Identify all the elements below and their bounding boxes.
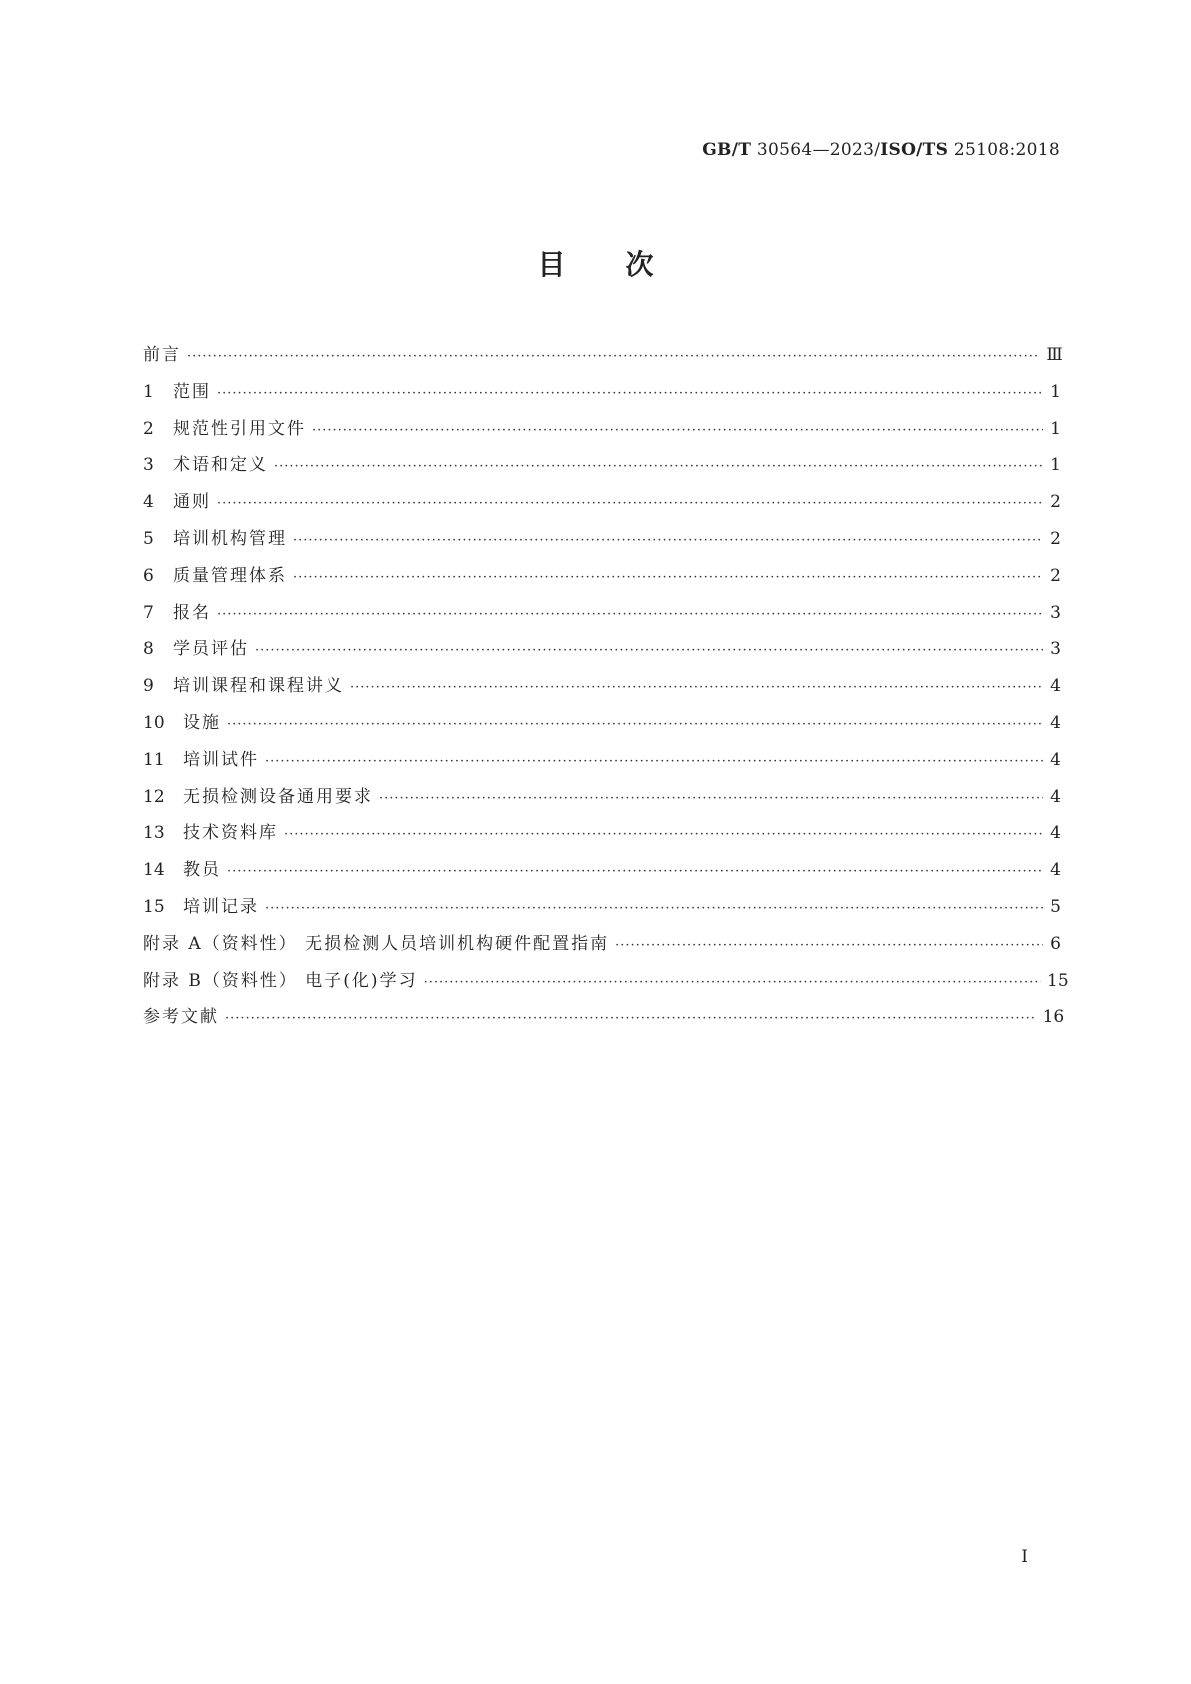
toc-entry-page: 3	[1050, 639, 1061, 660]
toc-entry-page: 3	[1050, 602, 1061, 623]
toc-entry-label: 规范性引用文件	[173, 418, 306, 439]
toc-entry-number: 15	[143, 896, 165, 917]
page-number: Ⅰ	[1021, 1547, 1028, 1567]
toc-entry-label: 无损检测设备通用要求	[183, 786, 373, 807]
toc-entry[interactable]	[143, 671, 1061, 708]
toc-entry[interactable]	[143, 966, 1069, 1003]
toc-leader-dots	[274, 459, 1043, 474]
toc-entry-number: 8	[143, 639, 154, 660]
document-code	[702, 140, 1060, 160]
toc-entry-number: 7	[143, 602, 154, 623]
toc-entry-page: 4	[1050, 676, 1061, 697]
toc-leader-dots	[284, 827, 1043, 842]
toc-leader-dots	[217, 496, 1043, 511]
toc-entry-label: 参考文献	[143, 1007, 219, 1028]
table-of-contents	[143, 340, 1069, 1039]
toc-leader-dots	[615, 938, 1043, 953]
code-standard-number: 30564—2023/	[751, 140, 881, 160]
toc-entry-label: 技术资料库	[183, 823, 278, 844]
toc-entry-number: 5	[143, 528, 154, 549]
toc-entry-label: 术语和定义	[173, 455, 268, 476]
toc-entry-number: 13	[143, 823, 165, 844]
toc-entry-number: 2	[143, 418, 154, 439]
toc-entry-page: 15	[1047, 970, 1069, 991]
toc-leader-dots	[312, 423, 1043, 438]
toc-entry-label: 范围	[173, 381, 211, 402]
toc-entry-page: 4	[1050, 860, 1061, 881]
toc-entry-number: 6	[143, 565, 154, 586]
toc-entry-label: 设施	[183, 712, 221, 733]
toc-leader-dots	[217, 607, 1043, 622]
toc-entry-number: 3	[143, 455, 154, 476]
toc-entry[interactable]	[143, 450, 1061, 487]
toc-entry[interactable]	[143, 855, 1061, 892]
toc-entry-page: 2	[1050, 528, 1061, 549]
toc-entry[interactable]	[143, 818, 1061, 855]
toc-entry[interactable]	[143, 487, 1061, 524]
toc-entry-label: 培训课程和课程讲义	[173, 676, 344, 697]
toc-entry[interactable]	[143, 929, 1061, 966]
toc-leader-dots	[227, 864, 1043, 879]
toc-entry[interactable]	[143, 340, 1061, 377]
toc-entry-page: 1	[1050, 381, 1061, 402]
toc-entry-label: 通则	[173, 492, 211, 513]
toc-entry-label: 报名	[173, 602, 211, 623]
toc-leader-dots	[379, 791, 1043, 806]
toc-leader-dots	[293, 533, 1043, 548]
code-iso-number: 25108:2018	[948, 140, 1060, 160]
toc-entry-page: 4	[1050, 786, 1061, 807]
toc-entry-page: 5	[1050, 896, 1061, 917]
toc-entry[interactable]	[143, 598, 1061, 635]
toc-entry-page: Ⅲ	[1046, 345, 1063, 365]
toc-entry-page: 1	[1050, 418, 1061, 439]
toc-leader-dots	[255, 643, 1043, 658]
toc-entry-number: 10	[143, 712, 165, 733]
toc-entry[interactable]	[143, 1002, 1065, 1039]
toc-entry-number: 14	[143, 860, 165, 881]
toc-entry-page: 4	[1050, 823, 1061, 844]
toc-entry[interactable]	[143, 524, 1061, 561]
toc-entry-page: 2	[1050, 565, 1061, 586]
toc-entry-page: 6	[1050, 933, 1061, 954]
toc-entry-label: 前言	[143, 345, 181, 365]
toc-entry[interactable]	[143, 414, 1061, 451]
toc-leader-dots	[225, 1011, 1037, 1026]
toc-entry-number: 4	[143, 492, 154, 513]
toc-entry[interactable]	[143, 892, 1061, 929]
toc-entry-label: 附录 A（资料性） 无损检测人员培训机构硬件配置指南	[143, 933, 610, 954]
toc-entry-label: 质量管理体系	[173, 565, 287, 586]
toc-leader-dots	[293, 570, 1043, 585]
toc-entry-page: 4	[1050, 712, 1061, 733]
toc-entry-label: 学员评估	[173, 639, 249, 660]
code-iso-prefix: ISO/TS	[880, 140, 949, 160]
toc-entry-number: 12	[143, 786, 165, 807]
toc-entry-label: 教员	[183, 860, 221, 881]
toc-entry-label: 培训记录	[183, 896, 259, 917]
toc-entry-page: 4	[1050, 749, 1061, 770]
toc-entry-number: 9	[143, 676, 154, 697]
toc-leader-dots	[265, 901, 1043, 916]
toc-entry[interactable]	[143, 377, 1061, 414]
toc-entry[interactable]	[143, 782, 1061, 819]
toc-leader-dots	[217, 386, 1043, 401]
toc-leader-dots	[265, 754, 1043, 769]
toc-entry[interactable]	[143, 561, 1061, 598]
toc-entry-number: 1	[143, 381, 154, 402]
toc-entry-page: 1	[1050, 455, 1061, 476]
toc-entry-label: 培训机构管理	[173, 528, 287, 549]
code-standard-prefix: GB/T	[702, 140, 752, 160]
toc-entry-page: 16	[1042, 1007, 1065, 1028]
toc-entry[interactable]	[143, 634, 1061, 671]
toc-entry[interactable]	[143, 745, 1061, 782]
toc-entry-label: 培训试件	[183, 749, 259, 770]
toc-entry-page: 2	[1050, 492, 1061, 513]
toc-leader-dots	[424, 975, 1041, 990]
toc-leader-dots	[227, 717, 1043, 732]
toc-entry[interactable]	[143, 708, 1061, 745]
toc-entry-label: 附录 B（资料性） 电子(化)学习	[143, 970, 418, 991]
toc-entry-number: 11	[143, 749, 165, 770]
page-title: 目次	[537, 248, 714, 281]
toc-leader-dots	[187, 349, 1040, 364]
toc-leader-dots	[350, 680, 1043, 695]
